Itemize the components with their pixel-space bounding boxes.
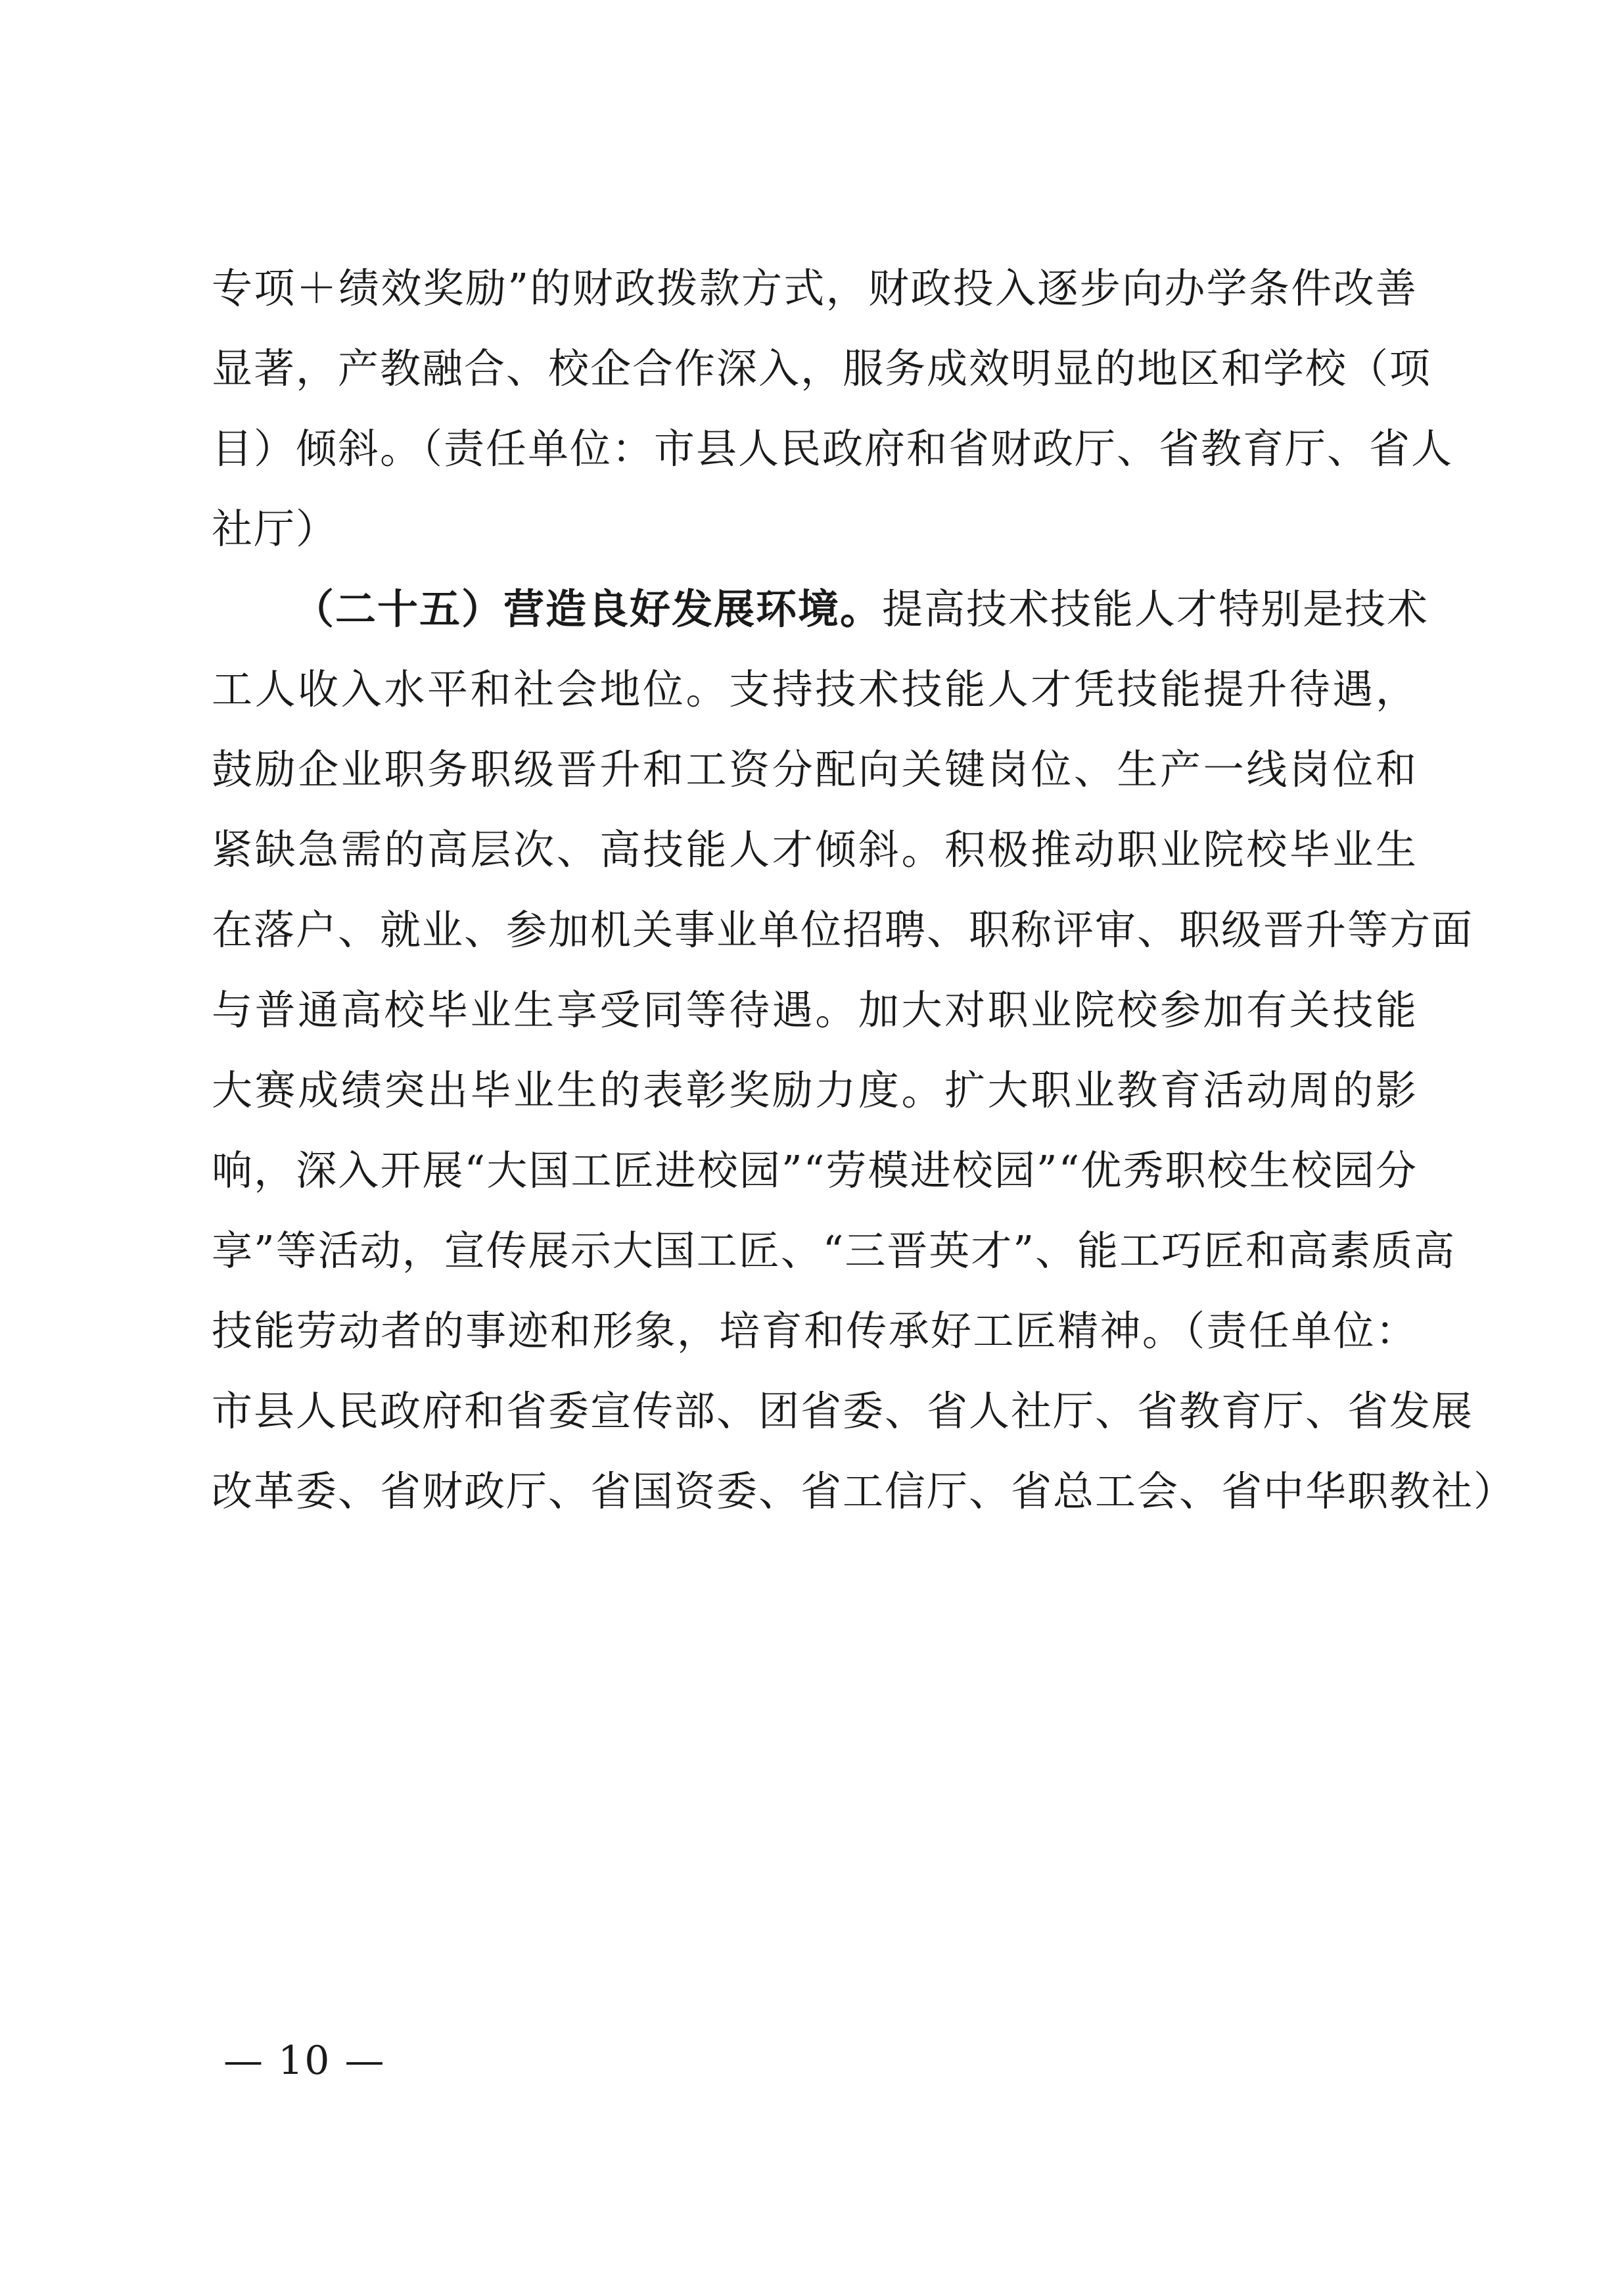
section-heading: （二十五）营造良好发展环境。 xyxy=(293,585,883,633)
text-line: 鼓励企业职务职级晋升和工资分配向关键岗位、生产一线岗位和 xyxy=(212,745,1418,793)
text-line: 享”等活动，宣传展示大国工匠、“三晋英才”、能工巧匠和高素质高 xyxy=(212,1227,1456,1275)
text-line xyxy=(293,585,1429,635)
text-line: 技能劳动者的事迹和形象，培育和传承好工匠精神。（责任单位： xyxy=(212,1307,1418,1355)
text-line: 市县人民政府和省委宣传部、团省委、省人社厅、省教育厅、省发展 xyxy=(212,1387,1474,1435)
text-line: 社厅） xyxy=(212,505,338,553)
text-run: 提高技术技能人才特别是技术 xyxy=(882,585,1429,633)
text-line: 工人收入水平和社会地位。支持技术技能人才凭技能提升待遇， xyxy=(212,665,1418,713)
text-line: 在落户、就业、参加机关事业单位招聘、职称评审、职级晋升等方面 xyxy=(212,906,1474,954)
text-line: 改革委、省财政厅、省国资委、省工信厅、省总工会、省中华职教社） xyxy=(212,1467,1516,1515)
text-line: 与普通高校毕业生享受同等待遇。加大对职业院校参加有关技能 xyxy=(212,986,1418,1034)
text-line: 紧缺急需的高层次、高技能人才倾斜。积极推动职业院校毕业生 xyxy=(212,826,1418,874)
text-line: 大赛成绩突出毕业生的表彰奖励力度。扩大职业教育活动周的影 xyxy=(212,1066,1418,1114)
text-line: 响，深入开展“大国工匠进校园”“劳模进校园”“优秀职校生校园分 xyxy=(212,1146,1418,1194)
text-line: 专项＋绩效奖励”的财政拨款方式，财政投入逐步向办学条件改善 xyxy=(212,264,1418,312)
text-line: 显著，产教融合、校企合作深入，服务成效明显的地区和学校（项 xyxy=(212,344,1432,392)
text-line: 目）倾斜。（责任单位：市县人民政府和省财政厅、省教育厅、省人 xyxy=(212,425,1454,473)
page-number: — 10 — xyxy=(223,2038,386,2084)
